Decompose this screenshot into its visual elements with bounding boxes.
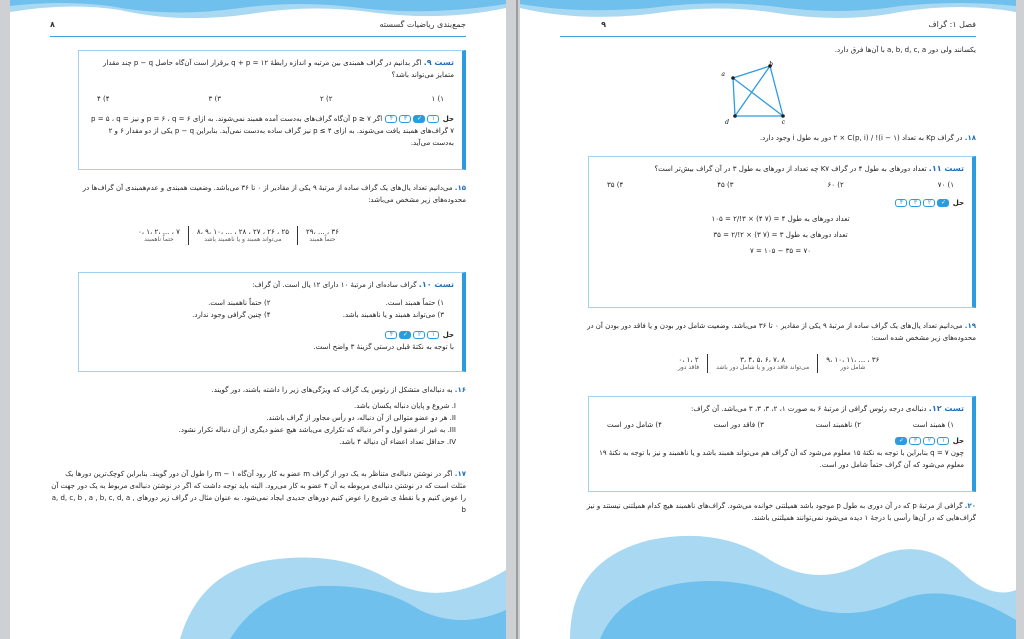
- vertex-c: c: [781, 119, 785, 126]
- test-9-label: تست ۹.: [423, 58, 454, 67]
- note-15-text: می‌دانیم تعداد یال‌های یک گراف ساده از مرتبهٔ ۹ یکی از مقادیر از ۰ تا ۳۶ می‌باشد. وضعیت همبندی و عدم‌همبندی آن گراف‌ها در محدوده‌های زیر مشخص می‌باشد:: [82, 184, 466, 204]
- vertex-d: d: [725, 119, 729, 126]
- header-rule: [560, 36, 976, 37]
- note-20: [560, 500, 976, 524]
- page-header: [50, 20, 466, 34]
- answer-pill-2: ٢: [923, 437, 935, 445]
- equation-difference: ۷ = ۱۰۵ − ۳۵ = ۷۰: [749, 247, 812, 255]
- note-19-ranges: [670, 354, 887, 373]
- range-acyclic: ۰، ۱، ۲ فاقد دور: [678, 356, 700, 371]
- page-number: ۹: [601, 20, 606, 29]
- option-4[interactable]: ۴) شامل دور است: [607, 421, 662, 429]
- range-either: ۸، ۹، ۱۰، ... ، ۲۸ ، ۲۷ ، ۲۶ ، ۲۵ می‌تواند همبند و یا ناهمبند باشد: [196, 228, 289, 243]
- solution-text: با توجه به نکتهٔ قبلی درستی گزینهٔ ۳ واضح است.: [313, 343, 454, 351]
- note-20-number: ۲۰.: [964, 502, 976, 510]
- answer-pill-2-checked: ✓: [413, 115, 425, 123]
- test-11-solution: [597, 197, 964, 209]
- note-17: [50, 468, 466, 516]
- test-12-text: دنباله‌ی درجه رئوس گرافی از مرتبهٔ ۶ به صورت ۱، ۲، ۳، ۳، ۳ می‌باشد. آن گراف:: [690, 405, 927, 413]
- note-19: [560, 320, 976, 344]
- answer-pill-4: ۴: [385, 115, 397, 123]
- test-10-box: [78, 272, 466, 372]
- option-1[interactable]: ۱) همبند است: [912, 421, 954, 429]
- header-rule: [50, 36, 466, 37]
- option-4[interactable]: ۴) ۳۵: [607, 181, 624, 189]
- answer-pill-2: ٢: [923, 199, 935, 207]
- answer-pill-3-checked: ✓: [399, 331, 411, 339]
- note-15-ranges: [130, 226, 347, 245]
- cycle-rule-1: I. شروع و پایان دنباله یکسان باشد.: [354, 402, 456, 410]
- note-15: [50, 182, 466, 206]
- test-9-solution: [87, 113, 454, 149]
- test-12-solution: [597, 435, 964, 471]
- range-connected: ۲۹، ... ، ۳۶ حتماً همبند: [305, 228, 339, 243]
- solution-label: حل: [442, 331, 454, 339]
- test-11-box: [588, 156, 976, 308]
- test-9-text: اگر بدانیم در گراف همبندی بین مرتبه و اندازه رابطهٔ q + p = ۱۲ برقرار است آن‌گاه حاصل p − q چند مقدار متمایز می‌تواند باشد؟: [103, 59, 454, 79]
- test-10-options: [87, 297, 454, 321]
- option-3[interactable]: ۳) می‌تواند همبند و یا ناهمبند باشد.: [342, 311, 444, 319]
- note-16-number: ۱۶.: [454, 386, 466, 394]
- right-page: [520, 0, 1016, 639]
- note-19-number: ۱۹.: [964, 322, 976, 330]
- option-4[interactable]: ۴) چنین گرافی وجود ندارد.: [192, 311, 271, 319]
- test-11-label: تست ۱۱.: [928, 164, 964, 173]
- note-16: [50, 384, 466, 448]
- equation-length-3: تعداد دورهای به طول ۳ = (۷ ۳) × ۲!/۲ = ۳۵: [713, 231, 848, 239]
- range-disconnected: ۰، ۱، ۲، ... ، ۷ حتماً ناهمبند: [138, 228, 180, 243]
- note-17-number: ۱۷.: [454, 470, 466, 478]
- answer-pill-4-checked: ✓: [895, 437, 907, 445]
- note-18-number: ۱۸.: [964, 134, 976, 142]
- answer-pill-1: ١: [427, 331, 439, 339]
- cycle-rule-4: IV. حداقل تعداد اعضاء آن دنباله ۴ باشد.: [339, 438, 456, 446]
- cycle-rule-3: III. به غیر از عضو اول و آخر دنباله که تکراری می‌باشد هیچ عضو دیگری از آن دنباله تکرار نشود.: [178, 426, 456, 434]
- option-3[interactable]: ۳) ۴۵: [717, 181, 734, 189]
- range-cyclic: ۹، ۱۰، ۱۱، ... ، ۳۶ شامل دور: [826, 356, 880, 371]
- option-1[interactable]: ۱) ۱: [431, 95, 444, 103]
- answer-pill-1-checked: ✓: [937, 199, 949, 207]
- test-9-box: [78, 50, 466, 170]
- option-4[interactable]: ۴) ۴: [97, 95, 110, 103]
- answer-pill-2: ٢: [413, 331, 425, 339]
- answer-pill-1: ١: [427, 115, 439, 123]
- header-title: جمع‌بندی ریاضیات گسسته: [379, 20, 466, 29]
- answer-pill-3: ٣: [909, 437, 921, 445]
- solution-label: حل: [442, 115, 454, 123]
- equation-length-4: تعداد دورهای به طول ۴ = (۷ ۴) × ۳!/۲ = ۱۰۵: [711, 215, 850, 223]
- k4-graph-diagram: [721, 60, 795, 126]
- note-18: [560, 132, 976, 144]
- option-2[interactable]: ۲) ناهمبند است: [815, 421, 861, 429]
- answer-pill-1: ١: [937, 437, 949, 445]
- bottom-wave-decoration: [10, 530, 506, 639]
- left-page: [10, 0, 506, 639]
- note-19-text: می‌دانیم تعداد یال‌های یک گراف ساده از مرتبهٔ ۹ یکی از مقادیر ۰ تا ۳۶ می‌باشد. وضعیت شامل دور بودن و یا فاقد دور بودن آن در محدوده‌های زیر مشخص شده است:: [587, 322, 976, 342]
- note-16-text: به دنباله‌ای متشکل از رئوس یک گراف که ویژگی‌های زیر را داشته باشند، دور گویند.: [211, 386, 453, 394]
- note-18-text: در گراف Kp به تعداد (i − ۱)! / ۲ × C(p, i) دور به طول i وجود دارد.: [759, 134, 963, 142]
- test-11-text: تعداد دورهای به طول ۴ در گراف K۷ چه تعداد از دورهای به طول ۳ در آن گراف بیش‌تر است؟: [654, 165, 927, 173]
- test-10-solution: [87, 329, 454, 353]
- test-11-options: [597, 181, 964, 189]
- page-header: [560, 20, 976, 34]
- page-number: ۸: [50, 20, 55, 29]
- answer-pill-4: ۴: [385, 331, 397, 339]
- note-15-number: ۱۵.: [454, 184, 466, 192]
- test-9-options: [87, 95, 454, 103]
- solution-label: حل: [952, 199, 964, 207]
- solution-text: اگر p ≥ ۷ آن‌گاه گراف‌های به‌دست آمده همبند نمی‌شوند. به ازای p = ۶ ، q = ۶ و نیز p = ۵ ، q = ۷ گراف‌های همبند یافت می‌شوند. به ازای p ≤ ۴ نیز گراف ساده به‌دست نمی‌آید. بنابراین p − q یکی از دو مقدار ۶ و ۲ به‌دست می‌آید.: [91, 115, 454, 147]
- option-2[interactable]: ۲) حتماً ناهمبند است.: [208, 299, 271, 307]
- option-3[interactable]: ۳) فاقد دور است: [713, 421, 764, 429]
- answer-pill-4: ۴: [895, 199, 907, 207]
- test-12-options: [597, 421, 964, 429]
- test-12-box: [588, 396, 976, 492]
- option-1[interactable]: ۱) ۷۰: [937, 181, 954, 189]
- test-10-label: تست ۱۰.: [418, 280, 454, 289]
- graph-intro: یکسانند ولی دور a, b, d, c, a با آن‌ها فرق دارد.: [834, 46, 976, 54]
- solution-text: چون q = ۷ بنابراین با توجه به نکتهٔ ۱۵ معلوم می‌شود که آن گراف هم می‌تواند همبند باشد و یا ناهمبند و نیز با توجه به نکتهٔ ۱۹ معلوم می‌شود که آن گراف حتماً شامل دور است.: [599, 449, 964, 469]
- note-17-text: اگر در نوشتن دنباله‌ی متناظر به یک دور از گراف m عضو به کار رود آن‌گاه m − ۱ را طول آن دور گویند. بنابراین کوچک‌ترین دورها یک مثلث است که در نوشتن دنباله‌ی مربوطه به آن ۴ عضو به کار می‌رود. البته باید توجه داشت که اگر در نوشتن دنباله‌ی مربوط به یک دور جهت آن را عوض کنیم و یا نقطهٔ ی شروع را عوض کنیم دورهای جدیدی ایجاد نمی‌شود. به عنوان مثال در گراف زیر دورهای a, d, c, b , a , b, c, d, a , b: [51, 470, 466, 514]
- solution-label: حل: [952, 437, 964, 445]
- bottom-wave-decoration: [520, 520, 1016, 639]
- vertex-b: b: [769, 61, 773, 68]
- option-2[interactable]: ۲) ۶۰: [827, 181, 844, 189]
- test-12-label: تست ۱۲.: [928, 404, 964, 413]
- answer-pill-3: ٣: [399, 115, 411, 123]
- option-3[interactable]: ۳) ۳: [208, 95, 221, 103]
- answer-pill-3: ٣: [909, 199, 921, 207]
- vertex-a: a: [721, 71, 725, 78]
- test-10-text: گراف ساده‌ای از مرتبهٔ ۱۰ دارای ۱۲ یال است. آن گراف:: [252, 281, 417, 289]
- option-1[interactable]: ۱) حتماً همبند است.: [385, 299, 444, 307]
- cycle-rule-2: II. هر دو عضو متوالی از آن دنباله، دو رأس مجاور از گراف باشند.: [266, 414, 456, 422]
- header-title: فصل ۱: گراف: [928, 20, 976, 29]
- option-2[interactable]: ۲) ۲: [320, 95, 333, 103]
- page-divider: [516, 0, 518, 639]
- note-20-text: گرافی از مرتبهٔ p که در آن دوری به طول p موجود باشد همیلتنی خوانده می‌شود. گراف‌های ناهمبند هیچ کدام همیلتنی نیستند و نیز گراف‌هایی که در آن‌ها رأسی با درجهٔ ۱ دیده می‌شود نمی‌توانند همیلتنی باشند.: [586, 502, 976, 522]
- range-either: ۳، ۴، ۵، ۶، ۷، ۸ می‌تواند فاقد دور و یا شامل دور باشد: [716, 356, 810, 371]
